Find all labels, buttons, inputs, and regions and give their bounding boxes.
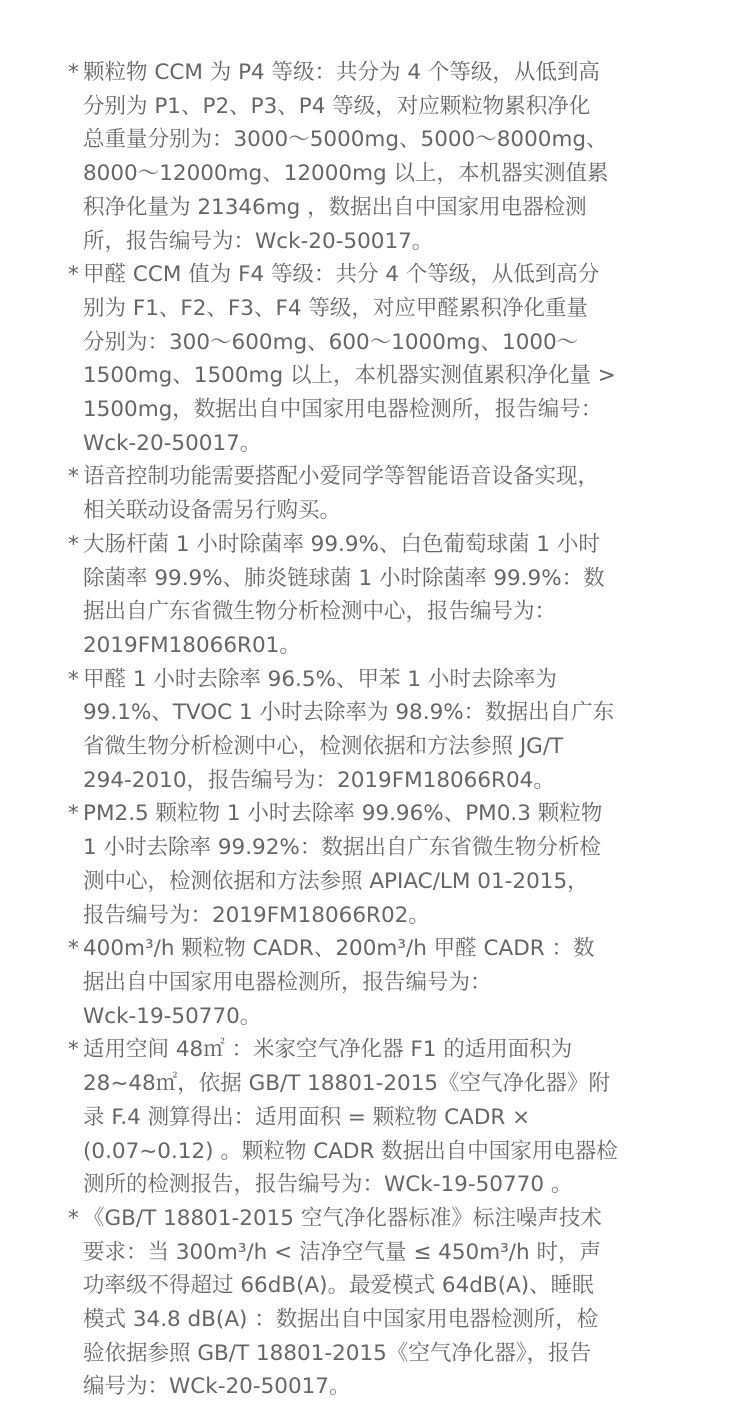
footnote-text: 甲醛 1 小时去除率 96.5%、甲苯 1 小时去除率为 99.1%、TVOC 1 小时去除率为 98.9%：数据出自广东 省微生物分析检测中心，检测依据和方法参照 JG/T 294-2010，报告编号为：2019FM18066R04。 xyxy=(83,666,615,793)
footnote-item xyxy=(68,56,688,258)
bullet-mark: * xyxy=(68,1205,79,1231)
bullet-mark: * xyxy=(68,666,79,692)
bullet-mark: * xyxy=(68,464,79,490)
footnote-item xyxy=(68,1202,688,1404)
bullet-mark: * xyxy=(68,531,79,557)
footnote-text: 大肠杆菌 1 小时除菌率 99.9%、白色葡萄球菌 1 小时 除菌率 99.9%、肺炎链球菌 1 小时除菌率 99.9%：数 据出自广东省微生物分析检测中心，报告编号为： 2019FM18066R01。 xyxy=(83,531,605,658)
bullet-mark: * xyxy=(68,60,79,85)
footnote-item xyxy=(68,797,688,932)
footnote-text: 语音控制功能需要搭配小爱同学等智能语音设备实现， 相关联动设备需另行购买。 xyxy=(83,464,600,524)
bullet-mark: * xyxy=(68,262,79,288)
bullet-mark: * xyxy=(68,801,79,827)
footnote-item xyxy=(68,258,688,460)
footnote-item xyxy=(68,663,688,798)
footnote-text: 甲醛 CCM 值为 F4 等级：共分 4 个等级，从低到高分 别为 F1、F2、F3、F4 等级，对应甲醛累积净化重量 分别为：300～600mg、600～1000mg、1000～ 1500mg、1500mg 以上，本机器实测值累积净化量 > 1500mg，数据出自中国家用电器检测所，报告编号： Wck-20-50017。 xyxy=(83,262,616,456)
footnote-text: 《GB/T 18801-2015 空气净化器标准》标注噪声技术 要求：当 300m³/h < 洁净空气量 ≤ 450m³/h 时，声 功率级不得超过 66dB(A)。最爱模式 64dB(A)、睡眠 模式 34.8 dB(A) ：数据出自中国家用电器检测所，检 验依据参照 GB/T 18801-2015《空气净化器》，报告 编号为：WCk-20-50017。 xyxy=(83,1205,602,1400)
footnote-item xyxy=(68,1033,688,1202)
footnote-text: 适用空间 48㎡ ：米家空气净化器 F1 的适用面积为 28~48㎡，依据 GB/T 18801-2015《空气净化器》附 录 F.4 测算得出：适用面积 = 颗粒物 CADR × (0.07~0.12) 。颗粒物 CADR 数据出自中国家用电器检 测所的检测报告，报告编号为：WCk-19-50770 。 xyxy=(83,1037,618,1198)
footnote-text: PM2.5 颗粒物 1 小时去除率 99.96%、PM0.3 颗粒物 1 小时去除率 99.92%：数据出自广东省微生物分析检 测中心，检测依据和方法参照 APIAC/LM 01-2015， 报告编号为：2019FM18066R02。 xyxy=(83,801,603,928)
bullet-mark: * xyxy=(68,1037,79,1063)
footnote-item xyxy=(68,528,688,663)
bullet-mark: * xyxy=(68,936,79,962)
footnote-text: 颗粒物 CCM 为 P4 等级：共分为 4 个等级，从低到高 分别为 P1、P2、P3、P4 等级，对应颗粒物累积净化 总重量分别为：3000～5000mg、5000～8000mg、 8000～12000mg、12000mg 以上，本机器实测值累 积净化量为 21346mg ，数据出自中国家用电器检测 所，报告编号为：Wck-20-50017。 xyxy=(83,60,609,254)
footnote-item xyxy=(68,932,688,1033)
footnote-item xyxy=(68,460,688,527)
footnote-list xyxy=(68,56,688,1404)
footnote-text: 400m³/h 颗粒物 CADR、200m³/h 甲醛 CADR ：数 据出自中国家用电器检测所，报告编号为： Wck-19-50770。 xyxy=(83,936,595,1029)
